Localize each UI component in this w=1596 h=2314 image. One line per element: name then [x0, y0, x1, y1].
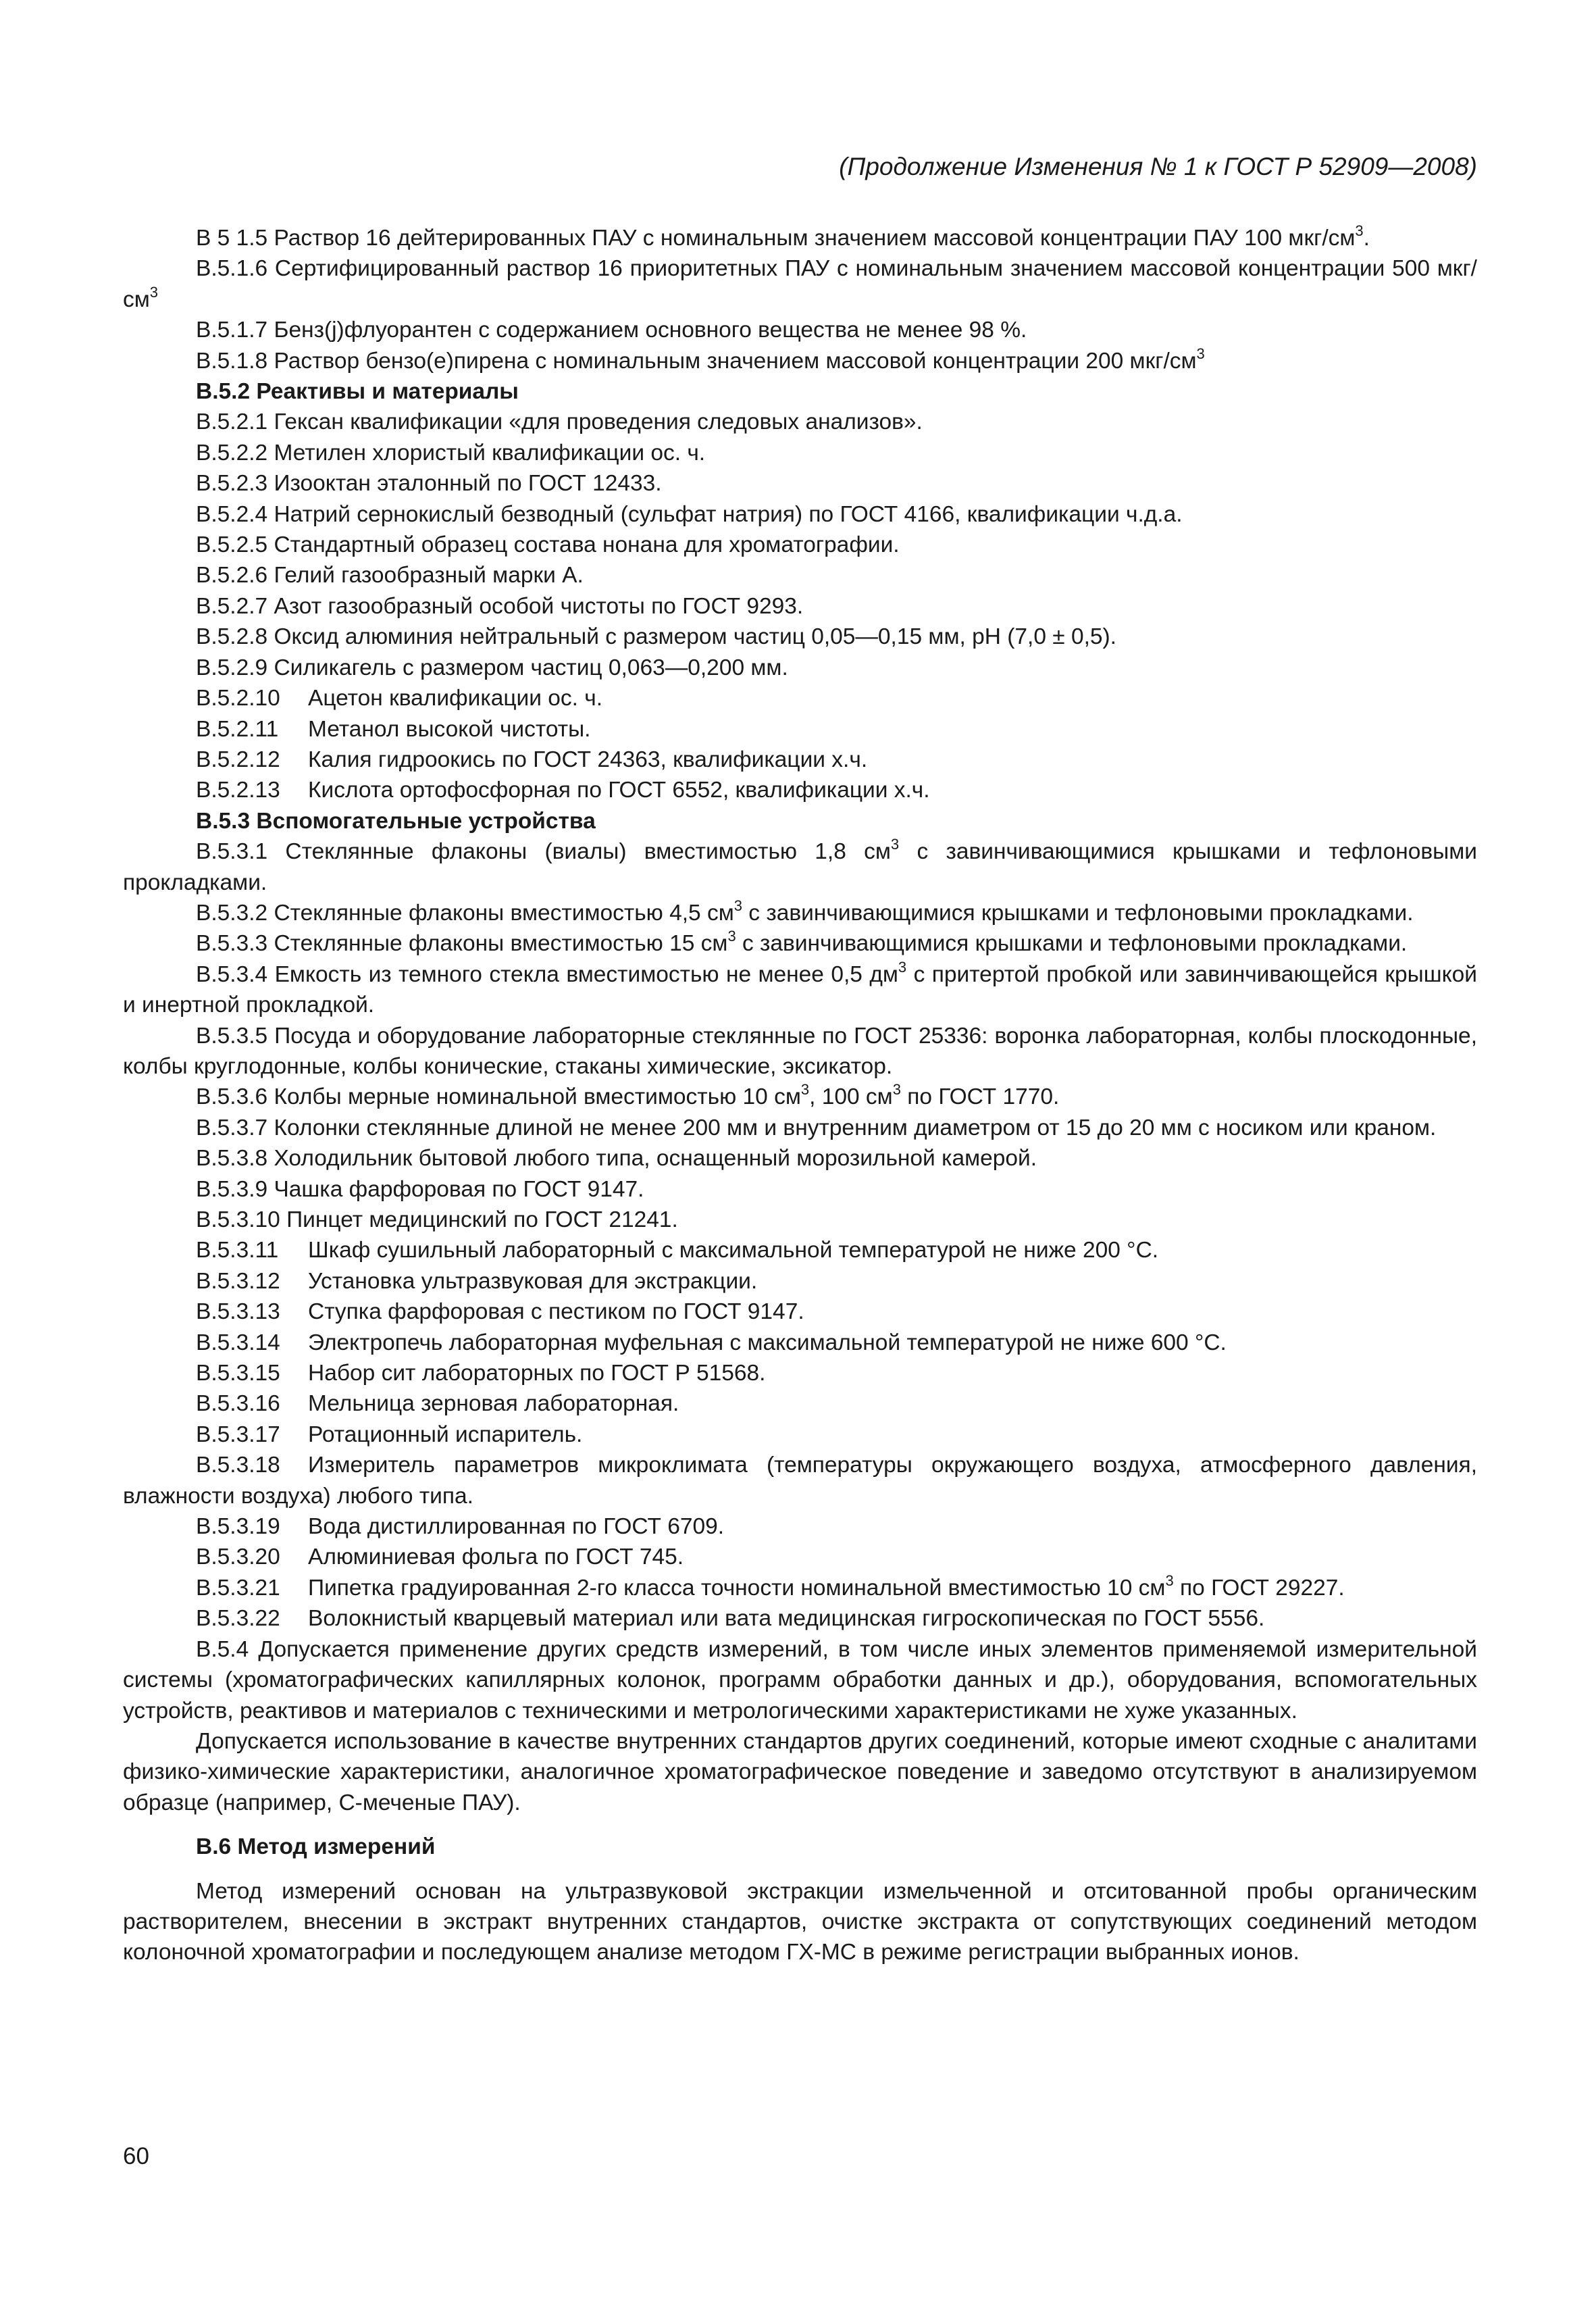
item-b-5-3-6: В.5.3.6 Колбы мерные номинальной вместимостью 10 $см^3$, 100 $см^3$ по ГОСТ 1770. [196, 1081, 1060, 1110]
item-b-5-2-11: В.5.2.11 Метанол высокой чистоты. [196, 716, 591, 742]
paragraph-measurement-method: Метод измерений основан на ультразвуковой экстракции измельченной и отситованной пробы органическим растворителем, внесении в экстракт внутренних стандартов, очистке экстракта от сопутствующих соединений методом колоночной хроматографии и последующем анализе методом ГХ-МС в режиме регистрации выбранных ионов. [123, 1878, 1477, 1965]
item-b-5-3-7: В.5.3.7 Колонки стеклянные длиной не менее 200 мм и внутренним диаметром от 15 до 20 мм с носиком или краном. [196, 1115, 1437, 1140]
item-b-5-3-17: В.5.3.17 Ротационный испаритель. [196, 1422, 583, 1447]
item-b-5-2-4: В.5.2.4 Натрий сернокислый безводный (сульфат натрия) по ГОСТ 4166, квалификации ч.д.а. [196, 501, 1183, 527]
item-b-5-3-20: В.5.3.20 Алюминиевая фольга по ГОСТ 745. [196, 1544, 684, 1570]
item-b-5-3-3: В.5.3.3 Стеклянные флаконы вместимостью 15 $см^3$ с завинчивающимися крышками и тефлоновыми прокладками. [196, 928, 1408, 957]
item-b-5-1-5: В 5 1.5 Раствор 16 дейтерированных ПАУ с номинальным значением массовой концентрации ПАУ 100 мкг/$см^3$. [196, 222, 1370, 251]
item-b-5-2-5: В.5.2.5 Стандартный образец состава нонана для хроматографии. [196, 532, 900, 558]
item-b-5-2-13: В.5.2.13 Кислота ортофосфорная по ГОСТ 6552, квалификации х.ч. [196, 778, 930, 803]
item-b-5-3-21: В.5.3.21 Пипетка градуированная 2-го класса точности номинальной вместимостью 10 $см^3$ по ГОСТ 29227. [196, 1571, 1345, 1601]
item-b-5-3-18: В.5.3.18 Измеритель параметров микроклимата (температуры окружающего воздуха, атмосферного давления, влажности воздуха) любого типа. [123, 1453, 1477, 1509]
item-b-5-2-3: В.5.2.3 Изооктан эталонный по ГОСТ 12433. [196, 471, 662, 497]
item-b-5-3-9: В.5.3.9 Чашка фарфоровая по ГОСТ 9147. [196, 1176, 644, 1202]
page-number: 60 [123, 2143, 149, 2169]
item-b-5-3-22: В.5.3.22 Волокнистый кварцевый материал или вата медицинская гигроскопическая по ГОСТ 5556. [196, 1606, 1265, 1632]
item-b-5-3-4: В.5.3.4 Емкость из темного стекла вместимостью не менее 0,5 $дм^3$ с притертой пробкой или завинчивающейся крышкой и инертной прокладкой. [123, 958, 1477, 1018]
item-b-5-3-5: В.5.3.5 Посуда и оборудование лабораторные стеклянные по ГОСТ 25336: воронка лабораторная, колбы плоскодонные, колбы круглодонные, колбы конические, стаканы химические, эксикатор. [123, 1023, 1477, 1079]
item-b-5-3-13: В.5.3.13 Ступка фарфоровая с пестиком по ГОСТ 9147. [196, 1299, 804, 1325]
section-heading-b-5-2: В.5.2 Реактивы и материалы [196, 379, 519, 405]
item-b-5-2-9: В.5.2.9 Силикагель с размером частиц 0,063—0,200 мм. [196, 655, 788, 680]
item-b-5-3-19: В.5.3.19 Вода дистиллированная по ГОСТ 6709. [196, 1514, 725, 1540]
paragraph-internal-standards: Допускается использование в качестве внутренних стандартов других соединений, которые имеют сходные с аналитами физико-химические характеристики, аналогичное хроматографическое поведение и заведомо отсутствуют в анализируемом образце (например, С-меченые ПАУ). [123, 1728, 1477, 1815]
item-b-5-4: В.5.4 Допускается применение других средств измерений, в том числе иных элементов применяемой измерительной системы (хроматографических капиллярных колонок, программ обработки данных и др.), оборудования, вспомогательных устройств, реактивов и материалов с техническими и метрологическими характеристиками не хуже указанных. [123, 1636, 1477, 1724]
item-b-5-3-11: В.5.3.11 Шкаф сушильный лабораторный с максимальной температурой не ниже 200 °С. [196, 1238, 1159, 1263]
item-b-5-2-7: В.5.2.7 Азот газообразный особой чистоты по ГОСТ 9293. [196, 593, 804, 619]
item-b-5-2-12: В.5.2.12 Калия гидроокись по ГОСТ 24363, квалификации х.ч. [196, 747, 868, 772]
item-b-5-3-8: В.5.3.8 Холодильник бытовой любого типа, оснащенный морозильной камерой. [196, 1146, 1037, 1172]
item-b-5-2-6: В.5.2.6 Гелий газообразный марки А. [196, 563, 584, 588]
item-b-5-1-8: В.5.1.8 Раствор бензо(е)пирена с номинальным значением массовой концентрации 200 мкг/$см^3$ [196, 345, 1205, 374]
item-b-5-3-1: В.5.3.1 Стеклянные флаконы (виалы) вместимостью 1,8 $см^3$ с завинчивающимися крышками и тефлоновыми прокладками. [123, 836, 1477, 895]
item-b-5-3-10: В.5.3.10 Пинцет медицинский по ГОСТ 21241. [196, 1207, 678, 1232]
item-b-5-2-1: В.5.2.1 Гексан квалификации «для проведения следовых анализов». [196, 409, 923, 435]
item-b-5-2-8: В.5.2.8 Оксид алюминия нейтральный с размером частиц 0,05—0,15 мм, рН (7,0 ± 0,5). [196, 624, 1116, 650]
item-b-5-1-7: В.5.1.7 Бенз(j)флуорантен с содержанием основного вещества не менее 98 %. [196, 318, 1027, 343]
section-heading-b-5-3: В.5.3 Вспомогательные устройства [196, 808, 596, 834]
item-b-5-3-12: В.5.3.12 Установка ультразвуковая для экстракции. [196, 1268, 758, 1294]
document-body [123, 223, 1477, 1968]
section-heading-b-6: В.6 Метод измерений [196, 1834, 436, 1860]
item-b-5-3-14: В.5.3.14 Электропечь лабораторная муфельная с максимальной температурой не ниже 600 °С. [196, 1330, 1227, 1355]
item-b-5-3-15: В.5.3.15 Набор сит лабораторных по ГОСТ Р 51568. [196, 1361, 766, 1386]
item-b-5-3-2: В.5.3.2 Стеклянные флаконы вместимостью 4,5 $см^3$ с завинчивающимися крышками и тефлоновыми прокладками. [196, 897, 1414, 926]
item-b-5-2-10: В.5.2.10 Ацетон квалификации ос. ч. [196, 686, 603, 711]
item-b-5-1-6: В.5.1.6 Сертифицированный раствор 16 приоритетных ПАУ с номинальным значением массовой концентрации 500 мкг/$см^3$ [123, 256, 1477, 312]
item-b-5-3-16: В.5.3.16 Мельница зерновая лабораторная. [196, 1391, 679, 1417]
item-b-5-2-2: В.5.2.2 Метилен хлористый квалификации ос. ч. [196, 440, 706, 466]
running-header: (Продолжение Изменения № 1 к ГОСТ Р 52909—2008) [839, 153, 1477, 180]
